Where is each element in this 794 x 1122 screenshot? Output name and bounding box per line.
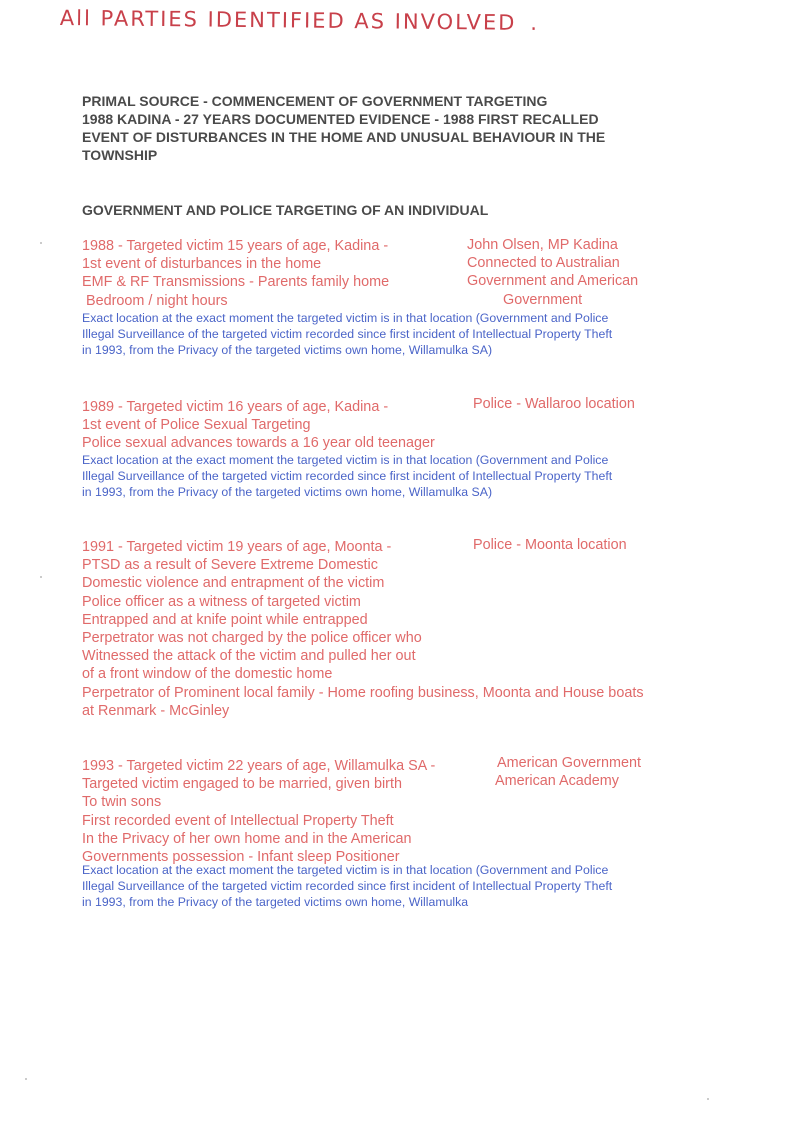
page-heading xyxy=(82,92,605,164)
heading-line: PRIMAL SOURCE - COMMENCEMENT OF GOVERNMENT TARGETING xyxy=(82,93,548,109)
entry-line: Targeted victim engaged to be married, given birth xyxy=(82,776,402,793)
scan-speck xyxy=(25,1078,27,1080)
party-line: Connected to Australian xyxy=(467,255,620,272)
entry-1988-note xyxy=(82,310,612,358)
entry-line: Entrapped and at knife point while entrapped xyxy=(82,611,368,628)
entry-1989-note xyxy=(82,452,612,500)
entry-line: Domestic violence and entrapment of the victim xyxy=(82,575,385,592)
note-line: Exact location at the exact moment the targeted victim is in that location (Government and Police xyxy=(82,453,609,467)
note-line: Illegal Surveillance of the targeted victim recorded since first incident of Intellectual Property Theft xyxy=(82,879,613,893)
party-line: John Olsen, MP Kadina xyxy=(467,237,618,253)
entry-1993-parties xyxy=(495,754,641,790)
scan-speck xyxy=(40,242,42,244)
note-line: Exact location at the exact moment the targeted victim is in that location (Government and Police xyxy=(82,311,609,325)
handwritten-mark: . xyxy=(530,10,540,36)
party-line: Police - Wallaroo location xyxy=(473,396,635,412)
note-line: Exact location at the exact moment the targeted victim is in that location (Government and Police xyxy=(82,863,609,877)
scan-speck xyxy=(40,576,42,578)
handwritten-note xyxy=(60,6,539,35)
entry-line: Police sexual advances towards a 16 year old teenager xyxy=(82,435,435,452)
heading-line: TOWNSHIP xyxy=(82,147,158,163)
entry-line: 1988 - Targeted victim 15 years of age, Kadina - xyxy=(82,238,389,254)
party-line: American Academy xyxy=(495,773,619,790)
party-line: Government xyxy=(503,291,583,308)
entry-line: at Renmark - McGinley xyxy=(82,702,230,719)
note-line: Illegal Surveillance of the targeted victim recorded since first incident of Intellectual Property Theft xyxy=(82,469,613,483)
entry-1991-parties xyxy=(473,536,627,554)
entry-1991-text xyxy=(82,538,644,720)
heading-line: 1988 KADINA - 27 YEARS DOCUMENTED EVIDENCE - 1988 FIRST RECALLED xyxy=(82,111,599,127)
note-line: in 1993, from the Privacy of the targeted victims own home, Willamulka xyxy=(82,895,469,909)
entry-line: 1st event of disturbances in the home xyxy=(82,256,322,273)
entry-1989-text xyxy=(82,398,435,453)
note-line: Illegal Surveillance of the targeted victim recorded since first incident of Intellectual Property Theft xyxy=(82,327,613,341)
entry-1989-parties xyxy=(473,395,635,413)
entry-line: In the Privacy of her own home and in the American xyxy=(82,830,412,847)
entry-line: To twin sons xyxy=(82,794,162,811)
entry-line: 1991 - Targeted victim 19 years of age, Moonta - xyxy=(82,539,392,555)
entry-1993-text xyxy=(82,757,435,866)
entry-line: 1993 - Targeted victim 22 years of age, Willamulka SA - xyxy=(82,758,436,774)
entry-line: Police officer as a witness of targeted victim xyxy=(82,593,361,610)
handwritten-text: All PARTIES IDENTIFIED AS INVOLVED xyxy=(59,6,517,35)
note-line: in 1993, from the Privacy of the targeted victims own home, Willamulka SA) xyxy=(82,343,493,357)
entry-line: Governments possession - Infant sleep Positioner xyxy=(82,849,400,866)
entry-1988-text xyxy=(82,237,389,310)
party-line: Police - Moonta location xyxy=(473,537,627,553)
heading-line: EVENT OF DISTURBANCES IN THE HOME AND UNUSUAL BEHAVIOUR IN THE xyxy=(82,129,606,145)
section-subheading: GOVERNMENT AND POLICE TARGETING OF AN INDIVIDUAL xyxy=(82,202,489,218)
entry-line: 1st event of Police Sexual Targeting xyxy=(82,417,311,434)
entry-line: Witnessed the attack of the victim and pulled her out xyxy=(82,648,416,665)
entry-line: 1989 - Targeted victim 16 years of age, Kadina - xyxy=(82,399,389,415)
entry-line: First recorded event of Intellectual Property Theft xyxy=(82,812,394,829)
entry-line: Perpetrator was not charged by the police officer who xyxy=(82,630,422,647)
scan-speck xyxy=(707,1098,709,1100)
note-line: in 1993, from the Privacy of the targeted victims own home, Willamulka SA) xyxy=(82,485,493,499)
entry-line: PTSD as a result of Severe Extreme Domestic xyxy=(82,557,378,574)
party-line: Government and American xyxy=(467,273,639,290)
entry-1988-parties xyxy=(467,236,638,309)
entry-line: EMF & RF Transmissions - Parents family home xyxy=(82,274,390,291)
entry-line: of a front window of the domestic home xyxy=(82,666,333,683)
entry-line: Bedroom / night hours xyxy=(82,292,228,309)
party-line: American Government xyxy=(497,755,641,771)
entry-line: Perpetrator of Prominent local family - Home roofing business, Moonta and House boats xyxy=(82,684,644,701)
entry-1993-note xyxy=(82,862,612,910)
